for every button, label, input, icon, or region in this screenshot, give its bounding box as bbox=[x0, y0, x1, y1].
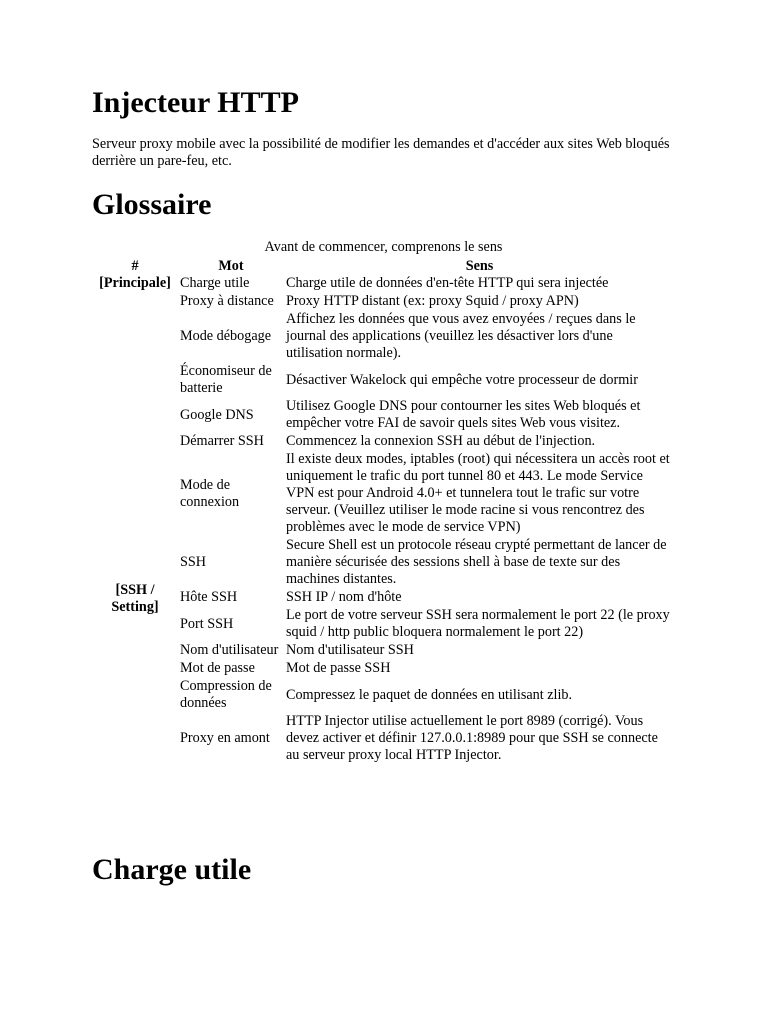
table-row bbox=[92, 275, 675, 293]
definition-cell: Nom d'utilisateur SSH bbox=[286, 642, 414, 658]
table-row bbox=[92, 451, 675, 537]
definition-cell: Utilisez Google DNS pour contourner les sites Web bloqués et empêcher votre FAI de savoir quels sites Web vous visitez. bbox=[286, 398, 641, 431]
table-row bbox=[92, 607, 675, 642]
term-cell: Proxy en amont bbox=[180, 730, 270, 746]
table-row bbox=[92, 363, 675, 398]
glossary-caption: Avant de commencer, comprenons le sens bbox=[264, 239, 503, 255]
term-cell: Démarrer SSH bbox=[180, 433, 264, 449]
category-empty bbox=[92, 311, 178, 363]
column-header-mot: Mot bbox=[218, 258, 244, 274]
definition-cell: Affichez les données que vous avez envoyées / reçues dans le journal des applications (veuillez les désactiver lors d'une utilisation normale). bbox=[286, 311, 636, 361]
term-cell: Proxy à distance bbox=[180, 293, 274, 309]
section-heading-charge-utile: Charge utile bbox=[92, 853, 252, 886]
term-cell: Mode de connexion bbox=[180, 476, 240, 510]
column-header-num: # bbox=[131, 258, 139, 274]
definition-cell: Compressez le paquet de données en utilisant zlib. bbox=[286, 686, 573, 703]
column-header-sens: Sens bbox=[465, 258, 494, 274]
term-cell: Économiseur de batterie bbox=[180, 363, 272, 396]
category-empty bbox=[92, 293, 178, 311]
term-cell: Nom d'utilisateur bbox=[180, 642, 279, 658]
table-row bbox=[92, 589, 675, 607]
term-cell: Charge utile bbox=[180, 275, 250, 291]
term-cell: Hôte SSH bbox=[180, 589, 238, 605]
category-empty bbox=[92, 398, 178, 433]
definition-cell: SSH IP / nom d'hôte bbox=[286, 589, 402, 605]
table-row bbox=[92, 311, 675, 363]
definition-cell: Désactiver Wakelock qui empêche votre processeur de dormir bbox=[286, 371, 638, 388]
table-row bbox=[92, 642, 675, 660]
intro-paragraph: Serveur proxy mobile avec la possibilité de modifier les demandes et d'accéder aux sites Web bloqués derrière un pare-feu, etc. bbox=[92, 136, 670, 169]
term-cell: Mot de passe bbox=[180, 660, 255, 676]
table-row bbox=[92, 660, 675, 678]
glossary-table bbox=[92, 238, 675, 765]
table-row bbox=[92, 537, 675, 589]
category-ssh: [SSH / Setting] bbox=[111, 581, 159, 615]
term-cell: Compression de données bbox=[180, 678, 272, 711]
term-cell: Port SSH bbox=[180, 615, 234, 632]
table-row bbox=[92, 398, 675, 433]
table-row bbox=[92, 678, 675, 713]
definition-cell: Il existe deux modes, iptables (root) qui nécessitera un accès root et uniquement le trafic du port tunnel 80 et 443. Le mode Service VPN est pour Android 4.0+ et tunnelera tout le trafic sur votre serveur. (Veuillez utiliser le mode racine si vous rencontrez des problèmes avec le mode de service VPN) bbox=[286, 451, 670, 535]
term-cell: SSH bbox=[180, 554, 207, 570]
category-main: [Principale] bbox=[99, 275, 171, 291]
definition-cell: Charge utile de données d'en-tête HTTP qui sera injectée bbox=[286, 275, 609, 291]
definition-cell: Le port de votre serveur SSH sera normalement le port 22 (le proxy squid / http public bloquera normalement le port 22) bbox=[286, 607, 670, 640]
definition-cell: Commencez la connexion SSH au début de l'injection. bbox=[286, 433, 596, 449]
table-row bbox=[92, 433, 675, 451]
glossary-heading: Glossaire bbox=[92, 188, 212, 221]
table-row bbox=[92, 713, 675, 765]
table-row bbox=[92, 293, 675, 311]
definition-cell: Mot de passe SSH bbox=[286, 660, 391, 676]
term-cell: Google DNS bbox=[180, 406, 254, 423]
definition-cell: Secure Shell est un protocole réseau crypté permettant de lancer de manière sécurisée des sessions shell à base de texte sur des machines distantes. bbox=[286, 537, 667, 587]
page-title: Injecteur HTTP bbox=[92, 86, 299, 119]
definition-cell: Proxy HTTP distant (ex: proxy Squid / proxy APN) bbox=[286, 293, 579, 309]
definition-cell: HTTP Injector utilise actuellement le port 8989 (corrigé). Vous devez activer et définir 127.0.0.1:8989 pour que SSH se connecte au serveur proxy local HTTP Injector. bbox=[286, 713, 658, 763]
term-cell: Mode débogage bbox=[180, 328, 272, 344]
category-empty bbox=[92, 363, 178, 398]
